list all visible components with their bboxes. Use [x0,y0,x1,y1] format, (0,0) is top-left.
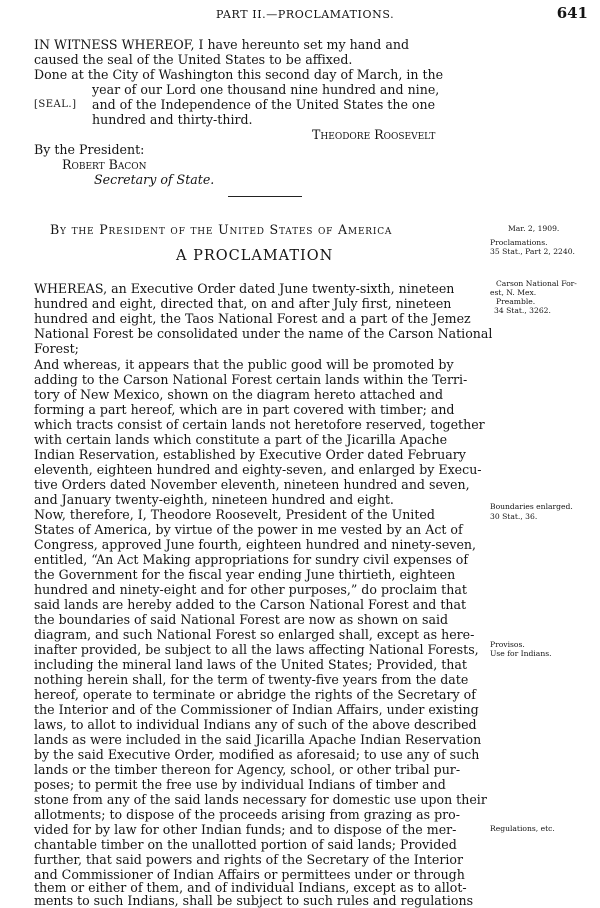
body-line: poses; to permit the free use by individual Indians of timber and [34,777,446,792]
body-line: hundred and eight, directed that, on and after July first, nineteen [34,296,452,311]
body-line: tory of New Mexico, shown on the diagram hereto attached and [34,387,444,402]
sidenote-carson: est, N. Mex. [490,288,537,297]
body-line: inafter provided, be subject to all the laws affecting National Forests, [34,642,479,657]
body-line: vided for by law for other Indian funds; and to dispose of the mer- [34,822,457,837]
witness-line: IN WITNESS WHEREOF, I have hereunto set my hand and [34,37,410,52]
page-number: 641 [556,4,588,22]
body-line: entitled, “An Act Making appropriations for sundry civil expenses of [34,552,469,567]
witness-line: caused the seal of the United States to be affixed. [34,52,353,67]
body-line: lands or the timber thereon for Agency, school, or other tribal pur- [34,762,461,777]
body-line: laws, to allot to individual Indians any of such of the above described [34,717,477,732]
body-line: by the said Executive Order, modified as aforesaid; to use any of such [34,747,480,762]
body-line: stone from any of the said lands necessary for domestic use upon their [34,792,487,807]
sidenote-stat: 34 Stat., 3262. [494,306,551,315]
by-the-president-heading: By the President of the United States of America [50,222,393,237]
section-divider [228,196,302,197]
sidenote-date: Mar. 2, 1909. [508,224,560,233]
body-line: diagram, and such National Forest so enlarged shall, except as here- [34,627,475,642]
body-line: hundred and ninety-eight and for other purposes,” do proclaim that [34,582,467,597]
secretary-name: Robert Bacon [62,157,147,172]
sidenote-carson: Carson National For- [496,279,577,288]
body-line: Indian Reservation, established by Executive Order dated February [34,447,466,462]
body-line: the boundaries of said National Forest are now as shown on said [34,612,449,627]
body-line: nothing herein shall, for the term of twenty-five years from the date [34,672,469,687]
body-line: allotments; to dispose of the proceeds arising from grazing as pro- [34,807,461,822]
body-line: Congress, approved June fourth, eighteen hundred and ninety-seven, [34,537,477,552]
running-head: PART II.—PROCLAMATIONS. [216,8,395,21]
witness-line: hundred and thirty-third. [92,112,253,127]
sidenote-proclamations: Proclamations. [490,238,548,247]
body-line: National Forest be consolidated under the name of the Carson National [34,326,493,341]
sidenote-preamble: Preamble. [496,297,536,306]
body-line: and January twenty-eighth, nineteen hundred and eight. [34,492,394,507]
body-line: forming a part hereof, which are in part covered with timber; and [34,402,455,417]
body-line: lands as were included in the said Jicarilla Apache Indian Reservation [34,732,482,747]
body-line: eleventh, eighteen hundred and eighty-seven, and enlarged by Execu- [34,462,482,477]
seal-mark: [SEAL.] [34,99,77,110]
body-line: with certain lands which constitute a part of the Jicarilla Apache [34,432,448,447]
body-line: them or either of them, and of individual Indians, except as to allot- [34,880,467,895]
body-line: and Commissioner of Indian Affairs or permittees under or through [34,867,465,882]
sidenote-regulations: Regulations, etc. [490,824,555,833]
body-line: adding to the Carson National Forest certain lands within the Terri- [34,372,468,387]
witness-line: Done at the City of Washington this second day of March, in the [34,67,444,82]
witness-line: year of our Lord one thousand nine hundred and nine, [92,82,440,97]
witness-line: and of the Independence of the United States the one [92,97,436,112]
body-line: including the mineral land laws of the United States; Provided, that [34,657,467,672]
body-line: hereof, operate to terminate or abridge the rights of the Secretary of [34,687,476,702]
body-line: Forest; [34,341,79,356]
sidenote-stat: 35 Stat., Part 2, 2240. [490,247,575,256]
body-line: WHEREAS, an Executive Order dated June twenty-sixth, nineteen [34,281,455,296]
body-line: chantable timber on the unallotted portion of said lands; Provided [34,837,457,852]
body-line: the Interior and of the Commissioner of Indian Affairs, under existing [34,702,479,717]
sidenote-provisos: Provisos. [490,640,525,649]
body-line: further, that said powers and rights of the Secretary of the Interior [34,852,463,867]
body-line: Now, therefore, I, Theodore Roosevelt, President of the United [34,507,435,522]
secretary-title: Secretary of State. [94,172,215,187]
body-line: hundred and eight, the Taos National Forest and a part of the Jemez [34,311,471,326]
proclamation-title: A PROCLAMATION [176,248,334,264]
body-line: tive Orders dated November eleventh, nineteen hundred and seven, [34,477,470,492]
body-line: the Government for the fiscal year ending June thirtieth, eighteen [34,567,456,582]
body-line: States of America, by virtue of the power in me vested by an Act of [34,522,463,537]
by-president: By the President: [34,142,145,157]
sidenote-boundaries: Boundaries enlarged. [490,502,573,511]
sidenote-stat: 30 Stat., 36. [490,512,538,521]
body-line: And whereas, it appears that the public good will be promoted by [34,357,454,372]
signer-name: Theodore Roosevelt [312,127,436,142]
body-line: said lands are hereby added to the Carson National Forest and that [34,597,467,612]
body-line: which tracts consist of certain lands not heretofore reserved, together [34,417,485,432]
sidenote-use-for-indians: Use for Indians. [490,649,552,658]
body-line: ments to such Indians, shall be subject to such rules and regulations [34,893,474,908]
